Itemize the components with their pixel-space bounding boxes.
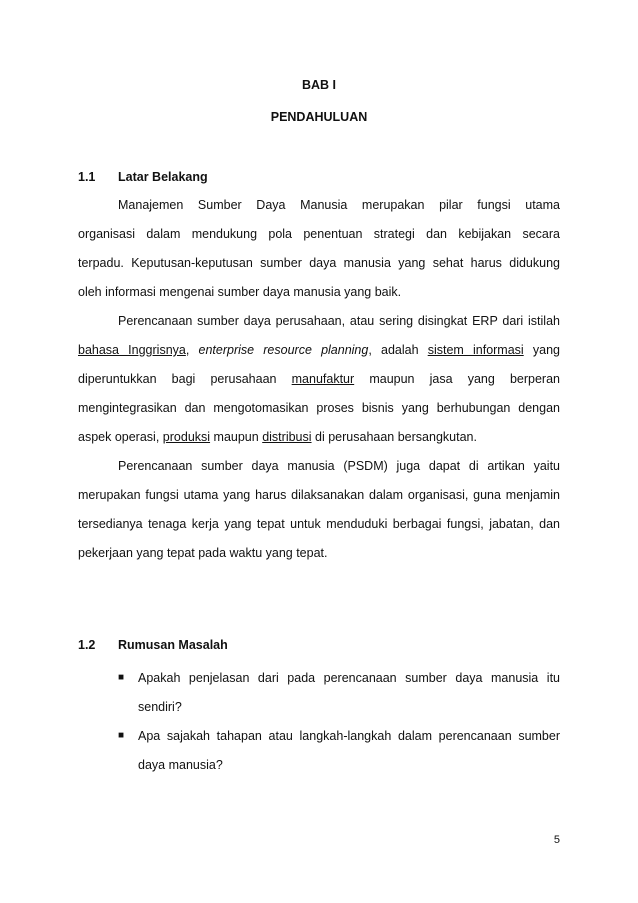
maupun-text: maupun [213, 430, 259, 444]
bullet-2-line-1: Apa sajakah tahapan atau langkah-langkah dalam perencanaan sumber [138, 729, 560, 743]
line5-end: di perusahaan bersangkutan. [315, 430, 477, 444]
line5-start: aspek operasi, [78, 430, 160, 444]
paragraph-3-line-3: tersedianya tenaga kerja yang tepat untuk menduduki berbagai fungsi, jabatan, dan [78, 517, 560, 531]
bullet-1-line-2: sendiri? [138, 700, 182, 714]
paragraph-2-line-3 [78, 371, 560, 387]
line3-end: maupun jasa yang berperan [369, 372, 560, 386]
paragraph-3-line-1: Perencanaan sumber daya manusia (PSDM) juga dapat di artikan yaitu [118, 459, 560, 473]
link-manufaktur[interactable]: manufaktur [291, 372, 355, 386]
link-bahasa-inggris[interactable]: bahasa Inggrisnya [78, 343, 186, 357]
chapter-title: PENDAHULUAN [270, 110, 368, 124]
line3-start: diperuntukkan bagi perusahaan [78, 372, 277, 386]
paragraph-3-line-2: merupakan fungsi utama yang harus dilaksanakan dalam organisasi, guna menjamin [78, 488, 560, 502]
section-number-1: 1.1 [78, 170, 96, 184]
paragraph-2-line-1: Perencanaan sumber daya perusahaan, atau sering disingkat ERP dari istilah [118, 314, 560, 328]
erp-term: enterprise resource planning [198, 343, 369, 357]
link-distribusi[interactable]: distribusi [262, 430, 312, 444]
bullet-icon: ■ [118, 730, 125, 741]
paragraph-1-line-4: oleh informasi mengenai sumber daya manusia yang baik. [78, 285, 402, 299]
paragraph-1-line-2: organisasi dalam mendukung pola penentuan strategi dan kebijakan secara [78, 227, 560, 241]
paragraph-2-line-4: mengintegrasikan dan mengotomasikan proses bisnis yang berhubungan dengan [78, 401, 560, 415]
link-sistem-informasi[interactable]: sistem informasi [427, 343, 524, 357]
paragraph-1-line-3: terpadu. Keputusan-keputusan sumber daya manusia yang sehat harus didukung [78, 256, 560, 270]
bullet-1-line-1: Apakah penjelasan dari pada perencanaan sumber daya manusia itu [138, 671, 560, 685]
comma-text: , [185, 343, 190, 357]
section-title-1: Latar Belakang [118, 170, 208, 184]
paragraph-2-line-5 [78, 429, 560, 445]
bullet-2-line-2: daya manusia? [138, 758, 223, 772]
adalah-text: , adalah [368, 343, 419, 357]
section-number-2: 1.2 [78, 638, 96, 652]
yang-text: yang [532, 343, 560, 357]
chapter-number: BAB I [301, 78, 337, 92]
paragraph-3-line-4: pekerjaan yang tepat pada waktu yang tepat. [78, 546, 328, 560]
link-produksi[interactable]: produksi [162, 430, 211, 444]
section-title-2: Rumusan Masalah [118, 638, 228, 652]
page-number: 5 [553, 834, 560, 846]
paragraph-2-line-2 [78, 342, 560, 358]
bullet-icon: ■ [118, 672, 125, 683]
paragraph-1-line-1: Manajemen Sumber Daya Manusia merupakan pilar fungsi utama [118, 198, 560, 212]
